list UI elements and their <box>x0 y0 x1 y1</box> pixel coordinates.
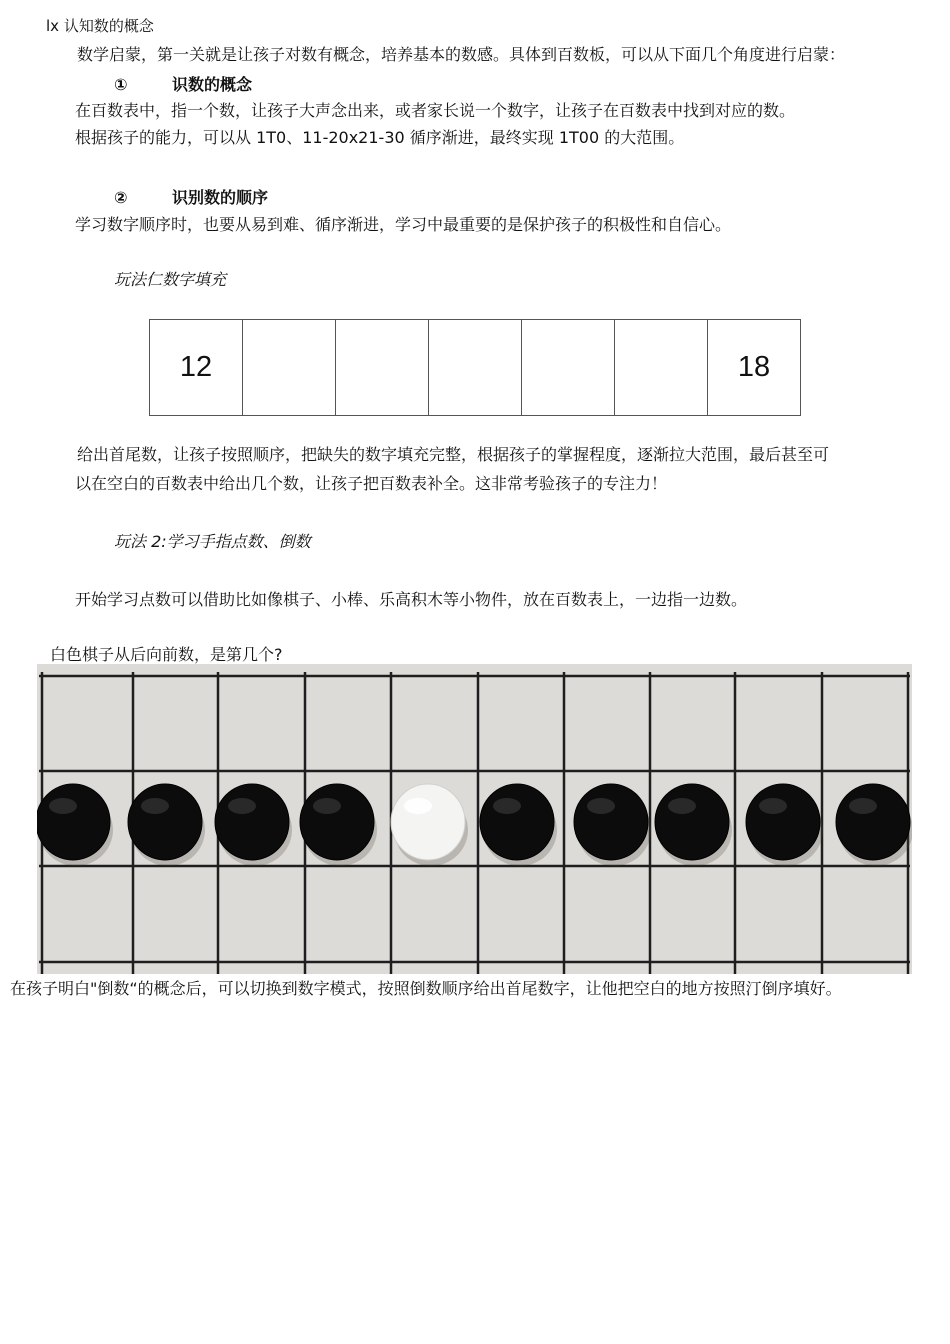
intro-paragraph: 数学启蒙，第一关就是让孩子对数有概念，培养基本的数感。具体到百数板，可以从下面几个角度进行启蒙： <box>77 45 846 64</box>
section1-title: 识数的概念 <box>172 75 253 94</box>
table-cell: 12 <box>150 320 243 415</box>
go-stones-photo <box>37 664 912 974</box>
table-cell <box>429 320 522 415</box>
play2-title: 玩法 2:学习手指点数、倒数 <box>114 532 311 551</box>
table-cell: 18 <box>737 351 771 383</box>
section1-heading <box>114 75 252 95</box>
play1-desc-line-1: 给出首尾数，让孩子按照顺序，把缺失的数字填充完整，根据孩子的掌握程度，逐渐拉大范围，最后甚至可 <box>77 445 830 464</box>
page-heading: lx 认知数的概念 <box>46 17 154 35</box>
table-cell <box>336 320 429 415</box>
play1-title: 玩法仁数字填充 <box>114 270 227 289</box>
board-grid-image <box>37 664 912 974</box>
closing-paragraph: 在孩子明白"倒数“的概念后，可以切换到数字模式，按照倒数顺序给出首尾数字，让他把空白的地方按照汀倒序填好。 <box>10 979 842 998</box>
section2-line: 学习数字顺序时，也要从易到难、循序渐进，学习中最重要的是保护孩子的积极性和自信心。 <box>75 215 732 234</box>
table-cell <box>243 320 336 415</box>
number-fill-table <box>149 319 801 416</box>
section1-line-1: 在百数表中，指一个数，让孩子大声念出来，或者家长说一个数字，让孩子在百数表中找到对应的数。 <box>75 101 796 120</box>
play2-desc: 开始学习点数可以借助比如像棋子、小棒、乐高积木等小物件，放在百数表上，一边指一边数。 <box>75 590 748 609</box>
table-cell <box>615 320 708 415</box>
photo-caption: 白色棋子从后向前数，是第几个? <box>50 645 283 664</box>
play1-desc-line-2: 以在空白的百数表中给出几个数，让孩子把百数表补全。这非常考验孩子的专注力！ <box>75 474 668 493</box>
section2-marker: ② <box>114 188 128 207</box>
table-cell <box>522 320 615 415</box>
section2-heading <box>114 188 268 208</box>
section2-title: 识别数的顺序 <box>172 188 269 207</box>
section1-marker: ① <box>114 75 128 94</box>
section1-line-2: 根据孩子的能力，可以从 1T0、11-20x21-30 循序渐进，最终实现 1T00 的大范围。 <box>75 128 685 147</box>
